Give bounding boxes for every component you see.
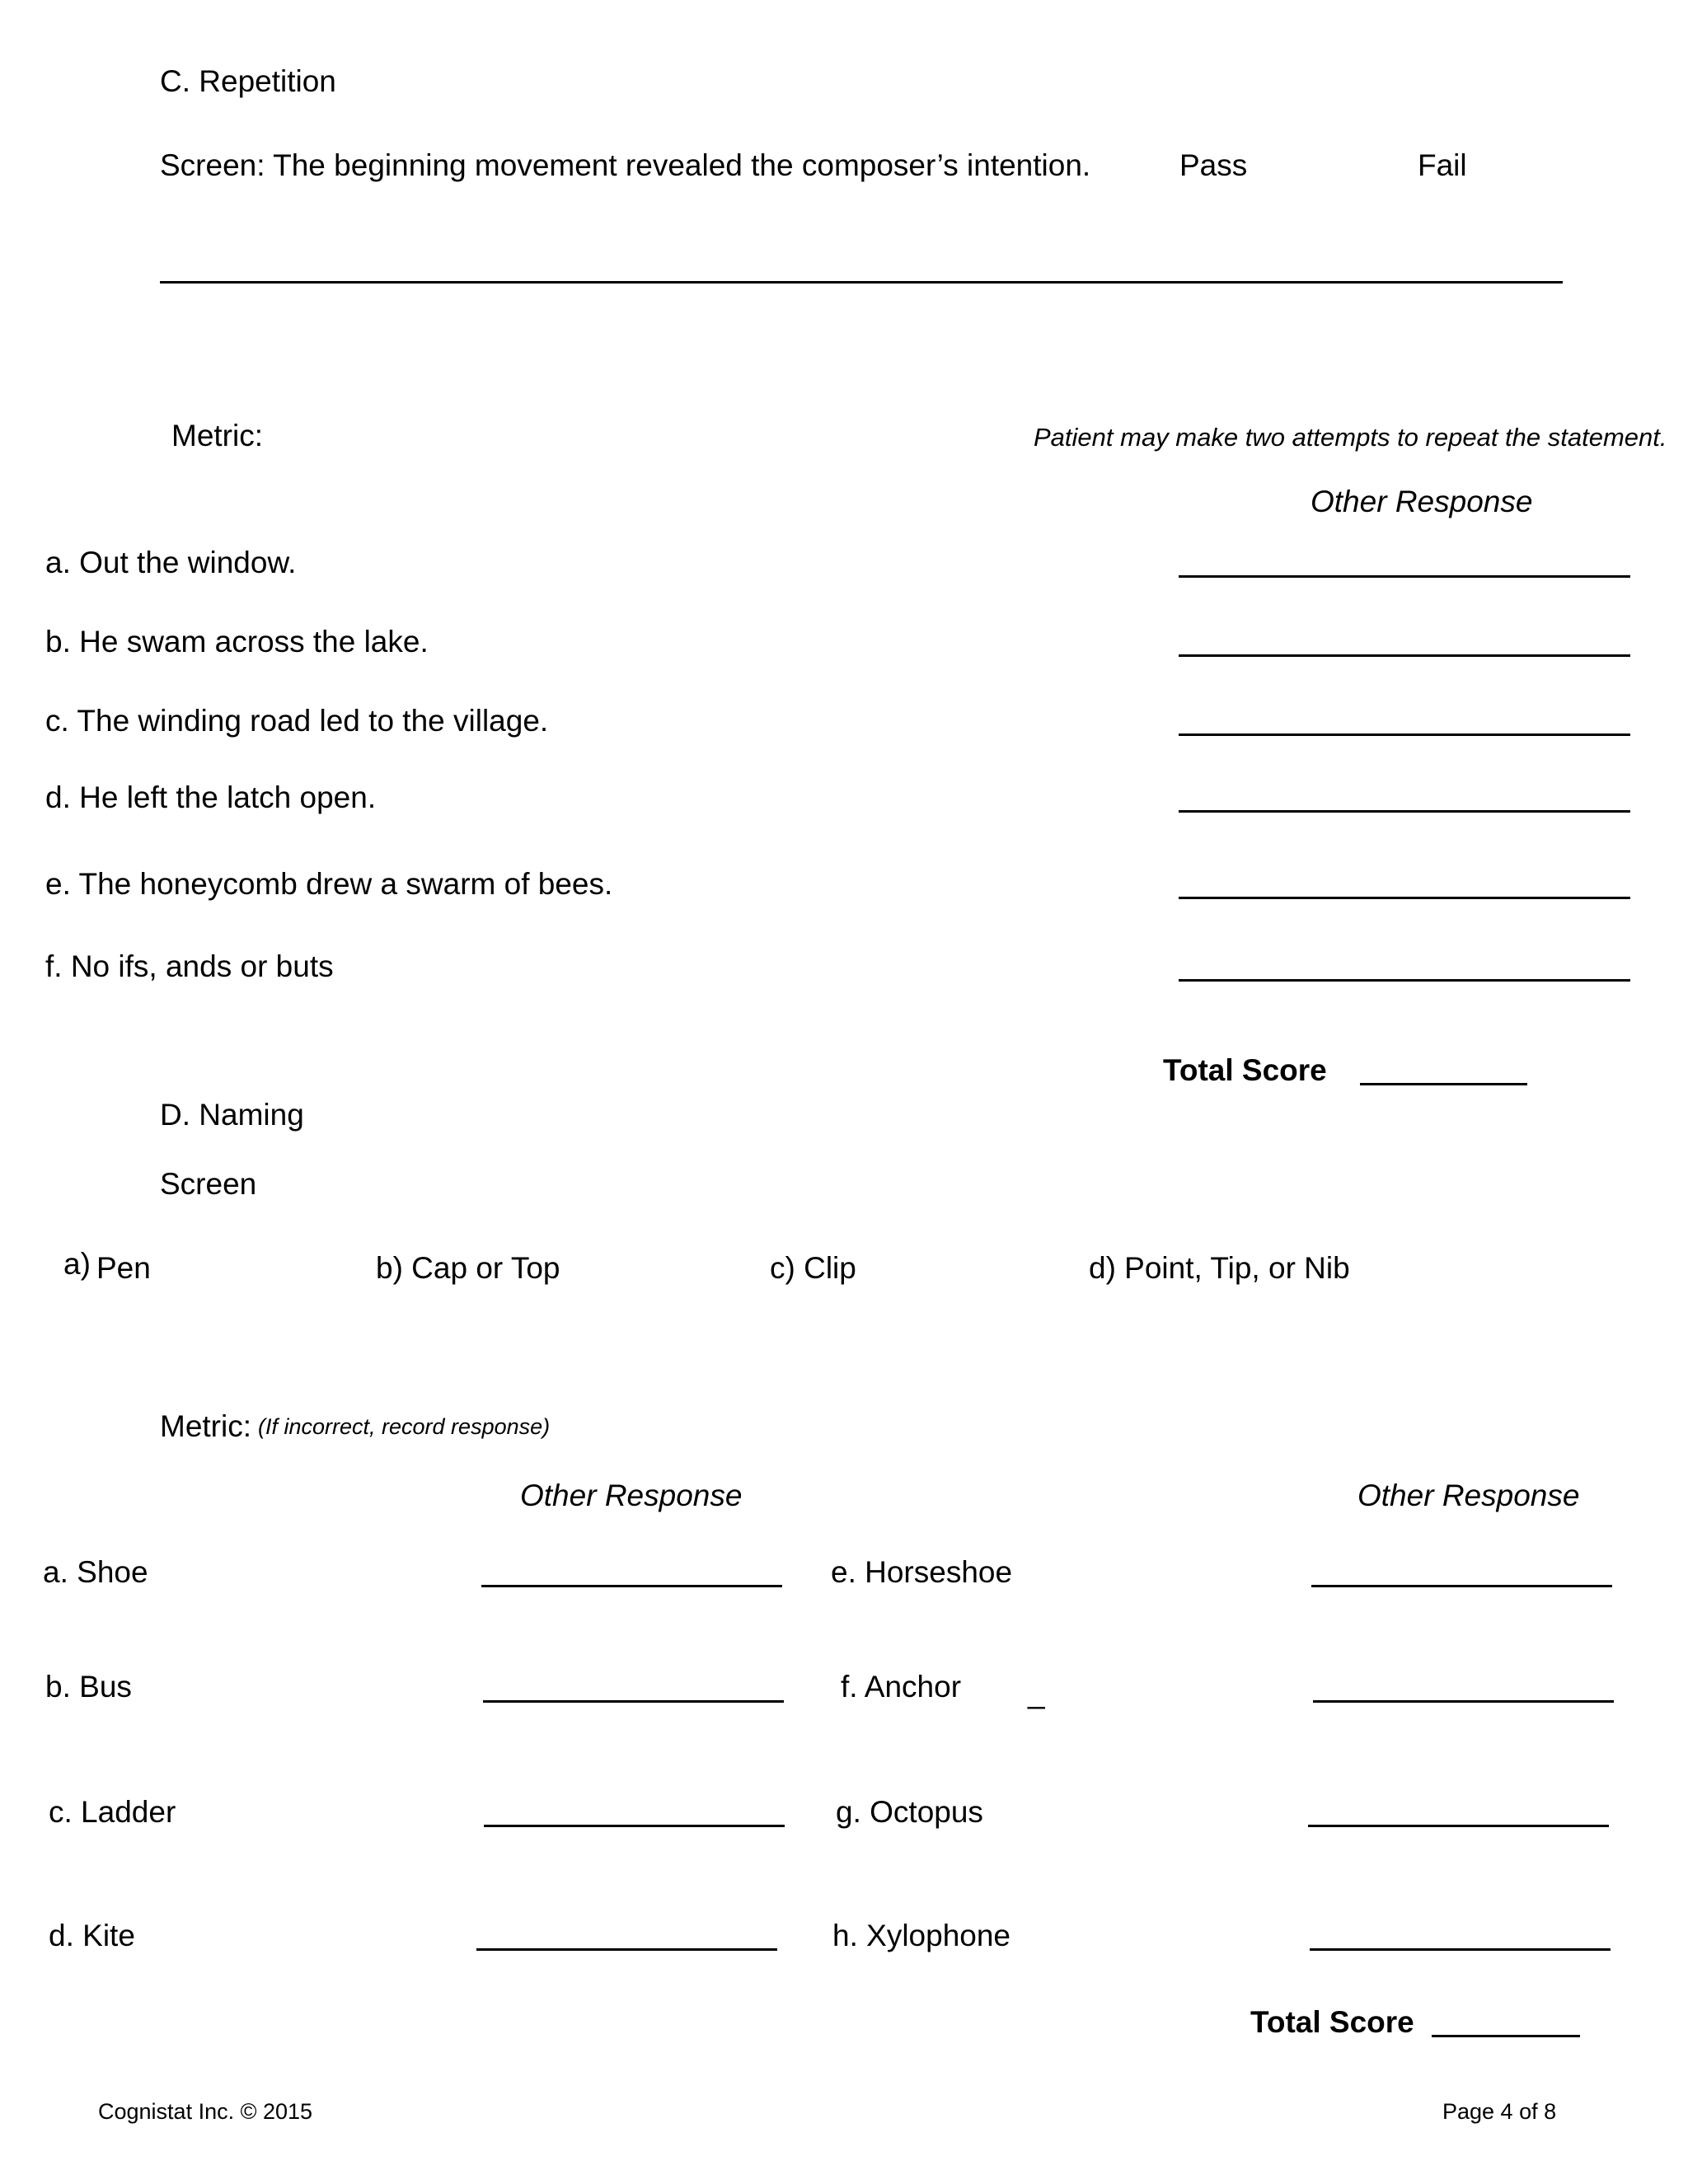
naming-response-line-h[interactable] bbox=[1310, 1948, 1611, 1951]
naming-item-octopus: g. Octopus bbox=[836, 1795, 983, 1829]
repetition-screen-text: Screen: The beginning movement revealed the composer’s intention. bbox=[160, 148, 1091, 182]
naming-total-score-label: Total Score bbox=[1250, 2005, 1414, 2039]
repetition-instruction: Patient may make two attempts to repeat the statement. bbox=[1034, 423, 1667, 452]
repetition-item-b: b. He swam across the lake. bbox=[45, 625, 429, 658]
repetition-heading: C. Repetition bbox=[160, 64, 336, 98]
screen-response-line[interactable] bbox=[160, 281, 1563, 284]
naming-metric-label: Metric: bbox=[160, 1409, 251, 1443]
naming-item-bus: b. Bus bbox=[45, 1670, 132, 1704]
naming-screen-label: Screen bbox=[160, 1167, 257, 1201]
naming-response-line-f[interactable] bbox=[1313, 1700, 1614, 1703]
anchor-mark: _ bbox=[1028, 1675, 1045, 1709]
naming-item-kite: d. Kite bbox=[49, 1919, 135, 1952]
footer-page-number: Page 4 of 8 bbox=[1442, 2099, 1557, 2124]
naming-response-line-g[interactable] bbox=[1308, 1825, 1609, 1827]
repetition-response-line-d[interactable] bbox=[1179, 810, 1630, 813]
repetition-response-line-a[interactable] bbox=[1179, 575, 1630, 578]
naming-total-score-line[interactable] bbox=[1432, 2035, 1580, 2037]
repetition-metric-label: Metric: bbox=[171, 419, 263, 452]
naming-screen-item-a-letter: a) bbox=[63, 1247, 91, 1281]
repetition-response-line-e[interactable] bbox=[1179, 897, 1630, 899]
naming-other-response-header-right: Other Response bbox=[1357, 1479, 1580, 1512]
naming-response-line-c[interactable] bbox=[484, 1825, 785, 1827]
naming-screen-item-c: c) Clip bbox=[770, 1251, 856, 1285]
naming-response-line-e[interactable] bbox=[1311, 1585, 1612, 1587]
pass-option[interactable]: Pass bbox=[1179, 148, 1248, 182]
repetition-response-line-f[interactable] bbox=[1179, 979, 1630, 982]
naming-heading: D. Naming bbox=[160, 1098, 304, 1132]
naming-other-response-header-left: Other Response bbox=[520, 1479, 743, 1512]
repetition-item-d: d. He left the latch open. bbox=[45, 780, 377, 814]
naming-item-ladder: c. Ladder bbox=[49, 1795, 176, 1829]
naming-response-line-b[interactable] bbox=[483, 1700, 784, 1703]
naming-item-anchor: f. Anchor bbox=[841, 1670, 962, 1704]
naming-item-horseshoe: e. Horseshoe bbox=[831, 1555, 1013, 1589]
repetition-other-response-header: Other Response bbox=[1311, 485, 1533, 518]
repetition-response-line-b[interactable] bbox=[1179, 654, 1630, 657]
repetition-item-e: e. The honeycomb drew a swarm of bees. bbox=[45, 867, 613, 901]
repetition-total-score-label: Total Score bbox=[1163, 1053, 1327, 1087]
repetition-item-f: f. No ifs, ands or buts bbox=[45, 949, 334, 983]
repetition-response-line-c[interactable] bbox=[1179, 733, 1630, 736]
repetition-item-a: a. Out the window. bbox=[45, 546, 297, 579]
naming-metric-note: (If incorrect, record response) bbox=[258, 1414, 551, 1439]
fail-option[interactable]: Fail bbox=[1418, 148, 1467, 182]
repetition-total-score-line[interactable] bbox=[1360, 1083, 1527, 1085]
repetition-item-c: c. The winding road led to the village. bbox=[45, 704, 549, 738]
naming-response-line-a[interactable] bbox=[481, 1585, 782, 1587]
naming-item-xylophone: h. Xylophone bbox=[832, 1919, 1011, 1952]
naming-screen-item-d: d) Point, Tip, or Nib bbox=[1089, 1251, 1350, 1285]
naming-response-line-d[interactable] bbox=[476, 1948, 777, 1951]
naming-screen-item-a: Pen bbox=[96, 1251, 151, 1285]
naming-item-shoe: a. Shoe bbox=[43, 1555, 148, 1589]
naming-screen-item-b: b) Cap or Top bbox=[376, 1251, 560, 1285]
footer-copyright: Cognistat Inc. © 2015 bbox=[98, 2099, 313, 2124]
